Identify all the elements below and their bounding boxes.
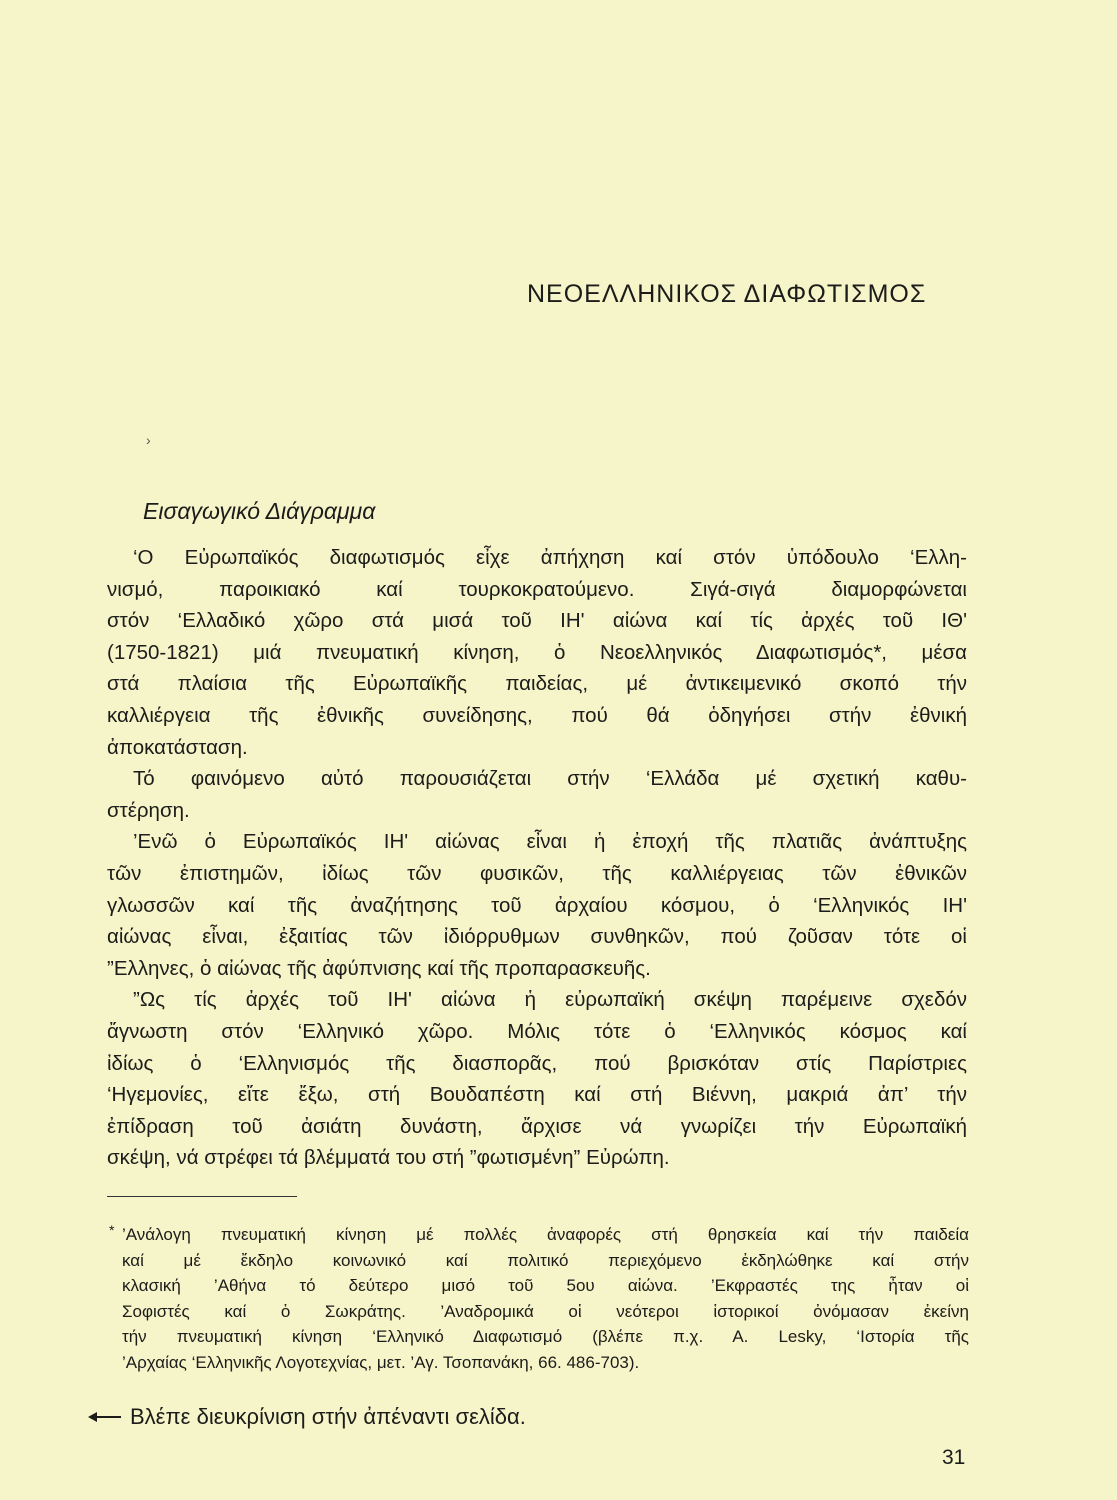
body-line: καλλιέργεια τῆς ἐθνικῆς συνείδησης, πού θά ὁδηγήσει στήν ἐθνική — [107, 703, 967, 727]
footnote-line: Σοφιστές καί ὁ Σωκράτης. ’Αναδρομικά οἱ νεότεροι ἱστορικοί ὀνόμασαν ἐκείνη — [122, 1301, 969, 1321]
body-line: ἀποκατάσταση. — [107, 735, 248, 759]
footnote-divider — [107, 1196, 297, 1197]
body-line: (1750-1821) μιά πνευματική κίνηση, ὁ Νεοελληνικός Διαφωτισμός*, μέσα — [107, 640, 967, 664]
body-line: τῶν ἐπιστημῶν, ἰδίως τῶν φυσικῶν, τῆς καλλιέργειας τῶν ἐθνικῶν — [107, 861, 967, 885]
footnote — [107, 1222, 969, 1375]
body-line: στά πλαίσια τῆς Εὐρωπαϊκῆς παιδείας, μέ ἀντικειμενικό σκοπό τήν — [107, 672, 967, 696]
footnote-line: ’Αρχαίας ‘Ελληνικῆς Λογοτεχνίας, μετ. ’Αγ. Τσοπανάκη, 66. 486-703). — [122, 1352, 640, 1372]
body-line: στέρηση. — [107, 798, 190, 822]
body-line: αἰώνας εἶναι, ἐξαιτίας τῶν ἰδιόρρυθμων συνθηκῶν, πού ζοῦσαν τότε οἱ — [107, 925, 967, 949]
body-line: ἄγνωστη στόν ‘Ελληνικό χῶρο. Μόλις τότε ὁ ‘Ελληνικός κόσμος καί — [107, 1019, 967, 1043]
footnote-line: κλασική ’Αθήνα τό δεύτερο μισό τοῦ 5ου αἰώνα. ’Εκφραστές της ἦταν οἱ — [122, 1276, 969, 1295]
page-number: 31 — [942, 1446, 966, 1469]
body-line: γλωσσῶν καί τῆς ἀναζήτησης τοῦ ἀρχαίου κόσμου, ὁ ‘Ελληνικός ΙΗ' — [107, 893, 967, 917]
left-arrow-icon — [88, 1411, 122, 1423]
footnote-marker: * — [109, 1222, 115, 1238]
body-line: ‘Ηγεμονίες, εἴτε ἔξω, στή Βουδαπέστη καί στή Βιέννη, μακριά ἀπ’ τήν — [107, 1083, 967, 1107]
body-line: ”Ελληνες, ὁ αἰώνας τῆς ἀφύπνισης καί τῆς προπαρασκευῆς. — [107, 956, 651, 980]
body-text — [107, 542, 967, 1174]
body-line: στόν ‘Ελλαδικό χῶρο στά μισά τοῦ ΙΗ' αἰώνα καί τίς ἀρχές τοῦ ΙΘ' — [107, 609, 967, 633]
body-line: σκέψη, νά στρέφει τά βλέμματά του στή ”φωτισμένη” Εὐρώπη. — [107, 1146, 670, 1170]
body-line: ’Ενῶ ὁ Εὐρωπαϊκός ΙΗ' αἰώνας εἶναι ἡ ἐποχή τῆς πλατιᾶς ἀνάπτυξης — [133, 830, 967, 854]
footnote-line: τήν πνευματική κίνηση ‘Ελληνικό Διαφωτισμό (βλέπε π.χ. Α. Lesky, ‘Ιστορία τῆς — [122, 1327, 969, 1346]
cross-reference-note — [88, 1404, 526, 1430]
body-line: ἐπίδραση τοῦ ἀσιάτη δυνάστη, ἄρχισε νά γνωρίζει τήν Εὐρωπαϊκή — [107, 1114, 967, 1138]
footnote-first-line-wrap — [107, 1222, 969, 1248]
chapter-title: ΝΕΟΕΛΛΗΝΙΚΟΣ ΔΙΑΦΩΤΙΣΜΟΣ — [527, 280, 927, 308]
cross-reference-text: Βλέπε διευκρίνιση στήν ἀπέναντι σελίδα. — [130, 1404, 526, 1429]
body-line: ‘Ο Εὐρωπαϊκός διαφωτισμός εἶχε ἀπήχηση καί στόν ὑπόδουλο ‘Ελλη- — [133, 546, 967, 569]
stray-print-mark: › — [146, 432, 151, 448]
section-heading: Εισαγωγικό Διάγραμμα — [143, 498, 376, 524]
body-line: νισμό, παροικιακό καί τουρκοκρατούμενο. Σιγά-σιγά διαμορφώνεται — [107, 577, 967, 601]
footnote-line: ’Ανάλογη πνευματική κίνηση μέ πολλές ἀναφορές στή θρησκεία καί τήν παιδεία — [122, 1225, 969, 1244]
footnote-line: καί μέ ἔκδηλο κοινωνικό καί πολιτικό περιεχόμενο ἐκδηλώθηκε καί στήν — [122, 1250, 969, 1270]
body-line: Τό φαινόμενο αὐτό παρουσιάζεται στήν ‘Ελλάδα μέ σχετική καθυ- — [133, 767, 967, 791]
body-line: ”Ως τίς ἀρχές τοῦ ΙΗ' αἰώνα ἡ εὐρωπαϊκή σκέψη παρέμεινε σχεδόν — [133, 988, 967, 1012]
body-line: ἰδίως ὁ ‘Ελληνισμός τῆς διασπορᾶς, πού βρισκόταν στίς Παρίστριες — [107, 1051, 967, 1075]
